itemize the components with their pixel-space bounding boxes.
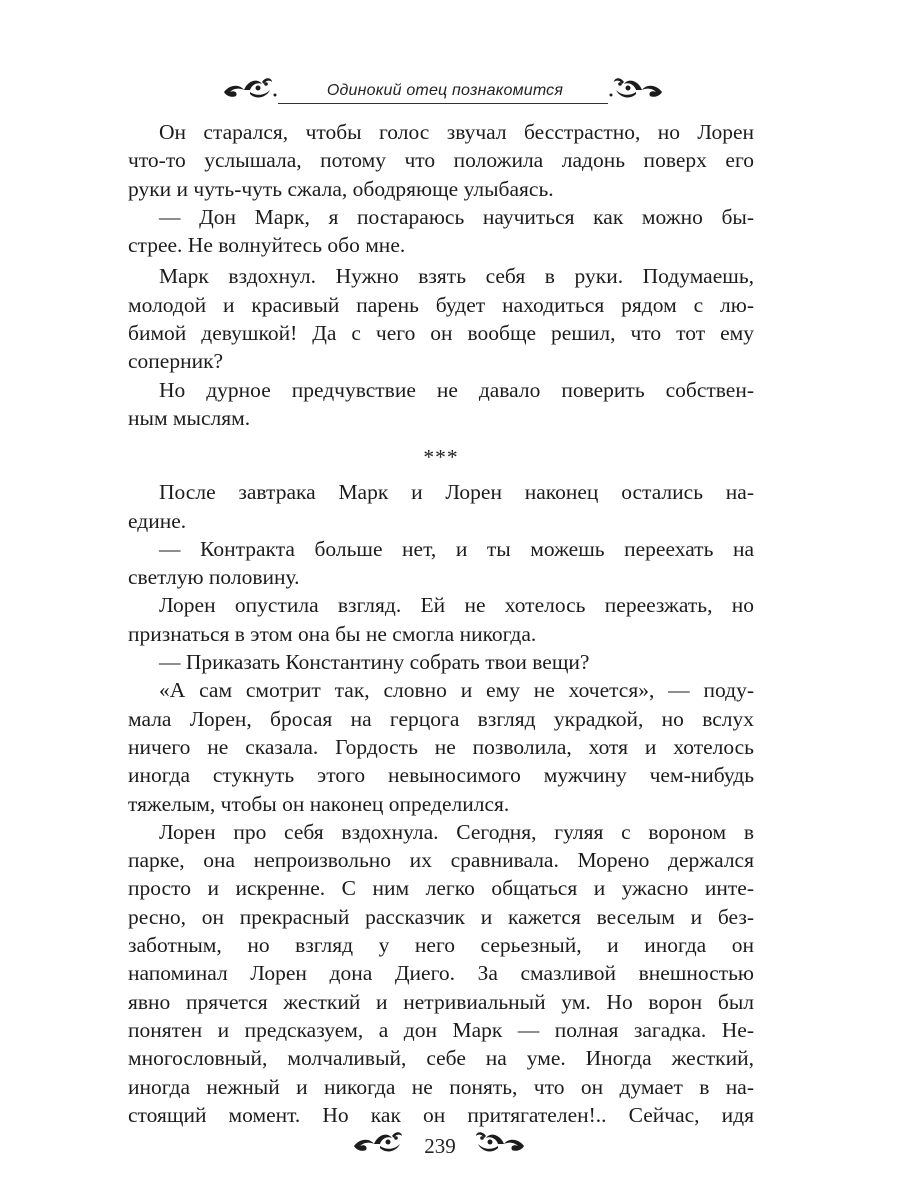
- text-line: мала Лорен, бросая на герцога взгляд украдкой, но вслух: [128, 706, 754, 731]
- running-header-title: Одинокий отец познакомится: [326, 82, 564, 99]
- flourish-ornament-right-icon: [470, 1130, 526, 1158]
- text-line: — Дон Марк, я постараюсь научиться как можно бы-: [159, 204, 754, 229]
- running-header: [0, 70, 900, 110]
- section-break: ***: [423, 445, 459, 470]
- text-line: стоящий момент. Но как он притягателен!.. Сейчас, идя: [128, 1102, 754, 1127]
- text-line: явно прячется жесткий и нетривиальный ум. Но ворон был: [128, 989, 754, 1014]
- text-line: «А сам смотрит так, словно и ему не хочется», — поду-: [159, 678, 754, 703]
- page-footer: [0, 1128, 900, 1168]
- header-rule: [278, 103, 608, 104]
- text-line: руки и чуть-чуть сжала, ободряюще улыбаясь.: [128, 176, 554, 201]
- text-line: бимой девушкой! Да с чего он вообще решил, что тот ему: [128, 321, 754, 346]
- flourish-ornament-right-icon: [608, 76, 664, 104]
- text-line: едине.: [128, 508, 187, 533]
- page-number: 239: [424, 1134, 456, 1158]
- text-line: ничего не сказала. Гордость не позволила, хотя и хотелось: [128, 734, 754, 759]
- text-line: признаться в этом она бы не смогла никогда.: [128, 621, 537, 646]
- body-text: [128, 118, 754, 1129]
- text-line: Но дурное предчувствие не давало поверить собствен-: [159, 377, 754, 402]
- text-line: ным мыслям.: [128, 405, 251, 430]
- text-line: ресно, он прекрасный рассказчик и кажется веселым и без-: [128, 904, 754, 929]
- text-line: — Приказать Константину собрать твои вещи?: [159, 650, 590, 675]
- text-line: иногда стукнуть этого невыносимого мужчину чем-нибудь: [128, 763, 754, 788]
- text-line: заботным, но взгляд у него серьезный, и иногда он: [128, 933, 754, 958]
- text-line: Лорен про себя вздохнула. Сегодня, гуляя с вороном в: [159, 819, 754, 844]
- text-line: Он старался, чтобы голос звучал бесстрастно, но Лорен: [159, 120, 754, 144]
- text-line: стрее. Не волнуйтесь обо мне.: [128, 233, 406, 258]
- text-line: многословный, молчаливый, себе на уме. Иногда жесткий,: [128, 1046, 754, 1071]
- text-line: После завтрака Марк и Лорен наконец остались на-: [159, 480, 754, 505]
- text-line: парке, она непроизвольно их сравнивала. Морено держался: [128, 848, 754, 873]
- text-line: соперник?: [128, 349, 224, 374]
- text-line: тяжелым, чтобы он наконец определился.: [128, 791, 510, 816]
- flourish-ornament-left-icon: [222, 76, 278, 104]
- text-line: светлую половину.: [128, 565, 300, 590]
- text-line: Марк вздохнул. Нужно взять себя в руки. Подумаешь,: [159, 264, 754, 289]
- flourish-ornament-left-icon: [352, 1130, 408, 1158]
- text-line: понятен и предсказуем, а дон Марк — полная загадка. Не-: [128, 1017, 754, 1042]
- text-line: иногда нежный и никогда не понять, что он думает в на-: [128, 1074, 754, 1099]
- text-line: — Контракта больше нет, и ты можешь переехать на: [159, 536, 754, 561]
- text-line: просто и искренне. С ним легко общаться и ужасно инте-: [128, 876, 754, 901]
- text-line: молодой и красивый парень будет находиться рядом с лю-: [128, 292, 754, 317]
- text-line: что-то услышала, потому что положила ладонь поверх его: [128, 148, 754, 173]
- text-line: напоминал Лорен дона Диего. За смазливой внешностью: [128, 961, 754, 986]
- text-line: Лорен опустила взгляд. Ей не хотелось переезжать, но: [159, 593, 754, 618]
